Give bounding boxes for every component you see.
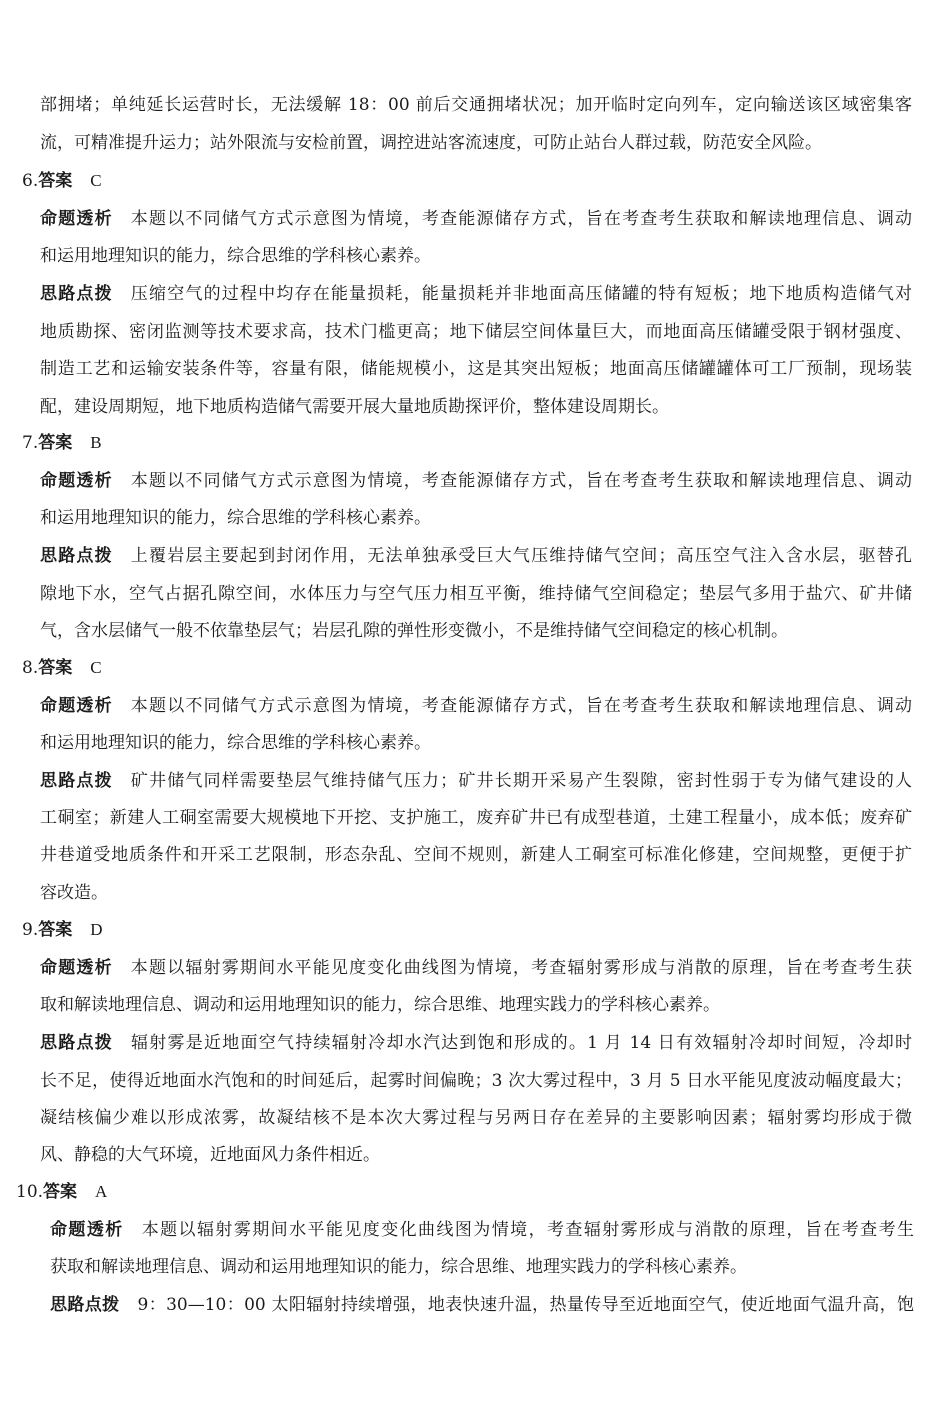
question-7-header [22, 429, 102, 457]
answer-label: 答案 [43, 1182, 78, 1202]
intent-label: 命题透析 [40, 958, 113, 978]
intent-line [40, 692, 912, 720]
idea-text: 辐射雾是近地面空气持续辐射冷却水汽达到饱和形成的。1 月 14 日有效辐射冷却时间短，冷却时 [131, 1033, 913, 1053]
question-8-header [22, 654, 102, 682]
answer-label: 答案 [38, 171, 73, 191]
intent-line: 和运用地理知识的能力，综合思维的学科核心素养。 [40, 508, 431, 528]
intent-text: 本题以不同储气方式示意图为情境，考查能源储存方式，旨在考查考生获取和解读地理信息、调动 [130, 696, 913, 716]
question-number: 9. [22, 920, 39, 940]
idea-text: 压缩空气的过程中均存在能量损耗，能量损耗并非地面高压储罐的特有短板；地下地质构造储气对 [130, 284, 913, 304]
intent-text: 本题以辐射雾期间水平能见度变化曲线图为情境，考查辐射雾形成与消散的原理，旨在考查考生 [141, 1220, 915, 1240]
intent-line: 获取和解读地理信息、调动和运用地理知识的能力，综合思维、地理实践力的学科核心素养。 [50, 1257, 747, 1277]
answer-label: 答案 [38, 920, 73, 940]
idea-line: 凝结核偏少难以形成浓雾，故凝结核不是本次大雾过程与另两日存在差异的主要影响因素；辐射雾均形成于微 [40, 1108, 912, 1128]
intent-line [40, 954, 912, 982]
intent-text: 本题以辐射雾期间水平能见度变化曲线图为情境，考查辐射雾形成与消散的原理，旨在考查考生获 [130, 958, 913, 978]
idea-line: 地质勘探、密闭监测等技术要求高，技术门槛更高；地下储层空间体量巨大，而地面高压储罐受限于钢材强度、 [40, 322, 912, 342]
question-number: 10. [16, 1182, 44, 1202]
intent-line [40, 205, 912, 233]
idea-text: 9：30—10：00 太阳辐射持续增强，地表快速升温，热量传导至近地面空气，使近地面气温升高，饱 [137, 1295, 914, 1315]
answer-value: C [90, 171, 102, 190]
question-10-header [16, 1178, 107, 1206]
idea-label: 思路点拨 [40, 771, 113, 791]
idea-line: 风、静稳的大气环境，近地面风力条件相近。 [40, 1145, 380, 1165]
intro-line: 流，可精准提升运力；站外限流与安检前置，调控进站客流速度，可防止站台人群过载，防范安全风险。 [40, 133, 822, 153]
idea-line [50, 1291, 914, 1319]
idea-line: 制造工艺和运输安装条件等，容量有限，储能规模小，这是其突出短板；地面高压储罐罐体可工厂预制，现场装 [40, 359, 912, 379]
question-9-header [22, 916, 103, 944]
answer-value: B [90, 433, 102, 452]
intent-label: 命题透析 [40, 209, 113, 229]
answer-value: A [95, 1182, 108, 1201]
idea-line: 隙地下水，空气占据孔隙空间，水体压力与空气压力相互平衡，维持储气空间稳定；垫层气多用于盐穴、矿井储 [40, 584, 912, 604]
answer-label: 答案 [38, 433, 73, 453]
question-number: 8. [22, 658, 39, 678]
idea-line: 配，建设周期短，地下地质构造储气需要开展大量地质勘探评价，整体建设周期长。 [40, 397, 669, 417]
intent-label: 命题透析 [40, 471, 113, 491]
answer-value: D [90, 920, 103, 939]
idea-line: 长不足，使得近地面水汽饱和的时间延后，起雾时间偏晚；3 次大雾过程中，3 月 5 日水平能见度波动幅度最大； [40, 1071, 912, 1091]
idea-line: 气，含水层储气一般不依靠垫层气；岩层孔隙的弹性形变微小，不是维持储气空间稳定的核心机制。 [40, 621, 788, 641]
idea-label: 思路点拨 [40, 546, 113, 566]
idea-line: 容改造。 [40, 883, 108, 903]
answer-value: C [90, 658, 102, 677]
idea-line [40, 1029, 912, 1057]
idea-line [40, 542, 912, 570]
answer-label: 答案 [38, 658, 73, 678]
intent-text: 本题以不同储气方式示意图为情境，考查能源储存方式，旨在考查考生获取和解读地理信息、调动 [130, 209, 913, 229]
idea-label: 思路点拨 [50, 1295, 120, 1315]
question-number: 7. [22, 433, 39, 453]
intent-label: 命题透析 [40, 696, 113, 716]
intent-line [50, 1216, 914, 1244]
idea-text: 上覆岩层主要起到封闭作用，无法单独承受巨大气压维持储气空间；高压空气注入含水层，驱替孔 [130, 546, 913, 566]
idea-line: 工硐室；新建人工硐室需要大规模地下开挖、支护施工，废弃矿井已有成型巷道，土建工程量小，成本低；废弃矿 [40, 808, 912, 828]
idea-line [40, 767, 912, 795]
question-number: 6. [22, 171, 39, 191]
intent-line [40, 467, 912, 495]
idea-label: 思路点拨 [40, 284, 113, 304]
idea-text: 矿井储气同样需要垫层气维持储气压力；矿井长期开采易产生裂隙，密封性弱于专为储气建设的人 [130, 771, 913, 791]
idea-line [40, 280, 912, 308]
idea-line: 井巷道受地质条件和开采工艺限制，形态杂乱、空间不规则，新建人工硐室可标准化修建，空间规整，更便于扩 [40, 845, 912, 865]
intent-text: 本题以不同储气方式示意图为情境，考查能源储存方式，旨在考查考生获取和解读地理信息、调动 [130, 471, 913, 491]
question-6-header [22, 167, 102, 195]
intent-line: 和运用地理知识的能力，综合思维的学科核心素养。 [40, 246, 431, 266]
intent-label: 命题透析 [50, 1220, 124, 1240]
intro-line: 部拥堵；单纯延长运营时长，无法缓解 18：00 前后交通拥堵状况；加开临时定向列车，定向输送该区域密集客 [40, 95, 912, 115]
intent-line: 取和解读地理信息、调动和运用地理知识的能力，综合思维、地理实践力的学科核心素养。 [40, 995, 720, 1015]
intent-line: 和运用地理知识的能力，综合思维的学科核心素养。 [40, 733, 431, 753]
idea-label: 思路点拨 [40, 1033, 113, 1053]
